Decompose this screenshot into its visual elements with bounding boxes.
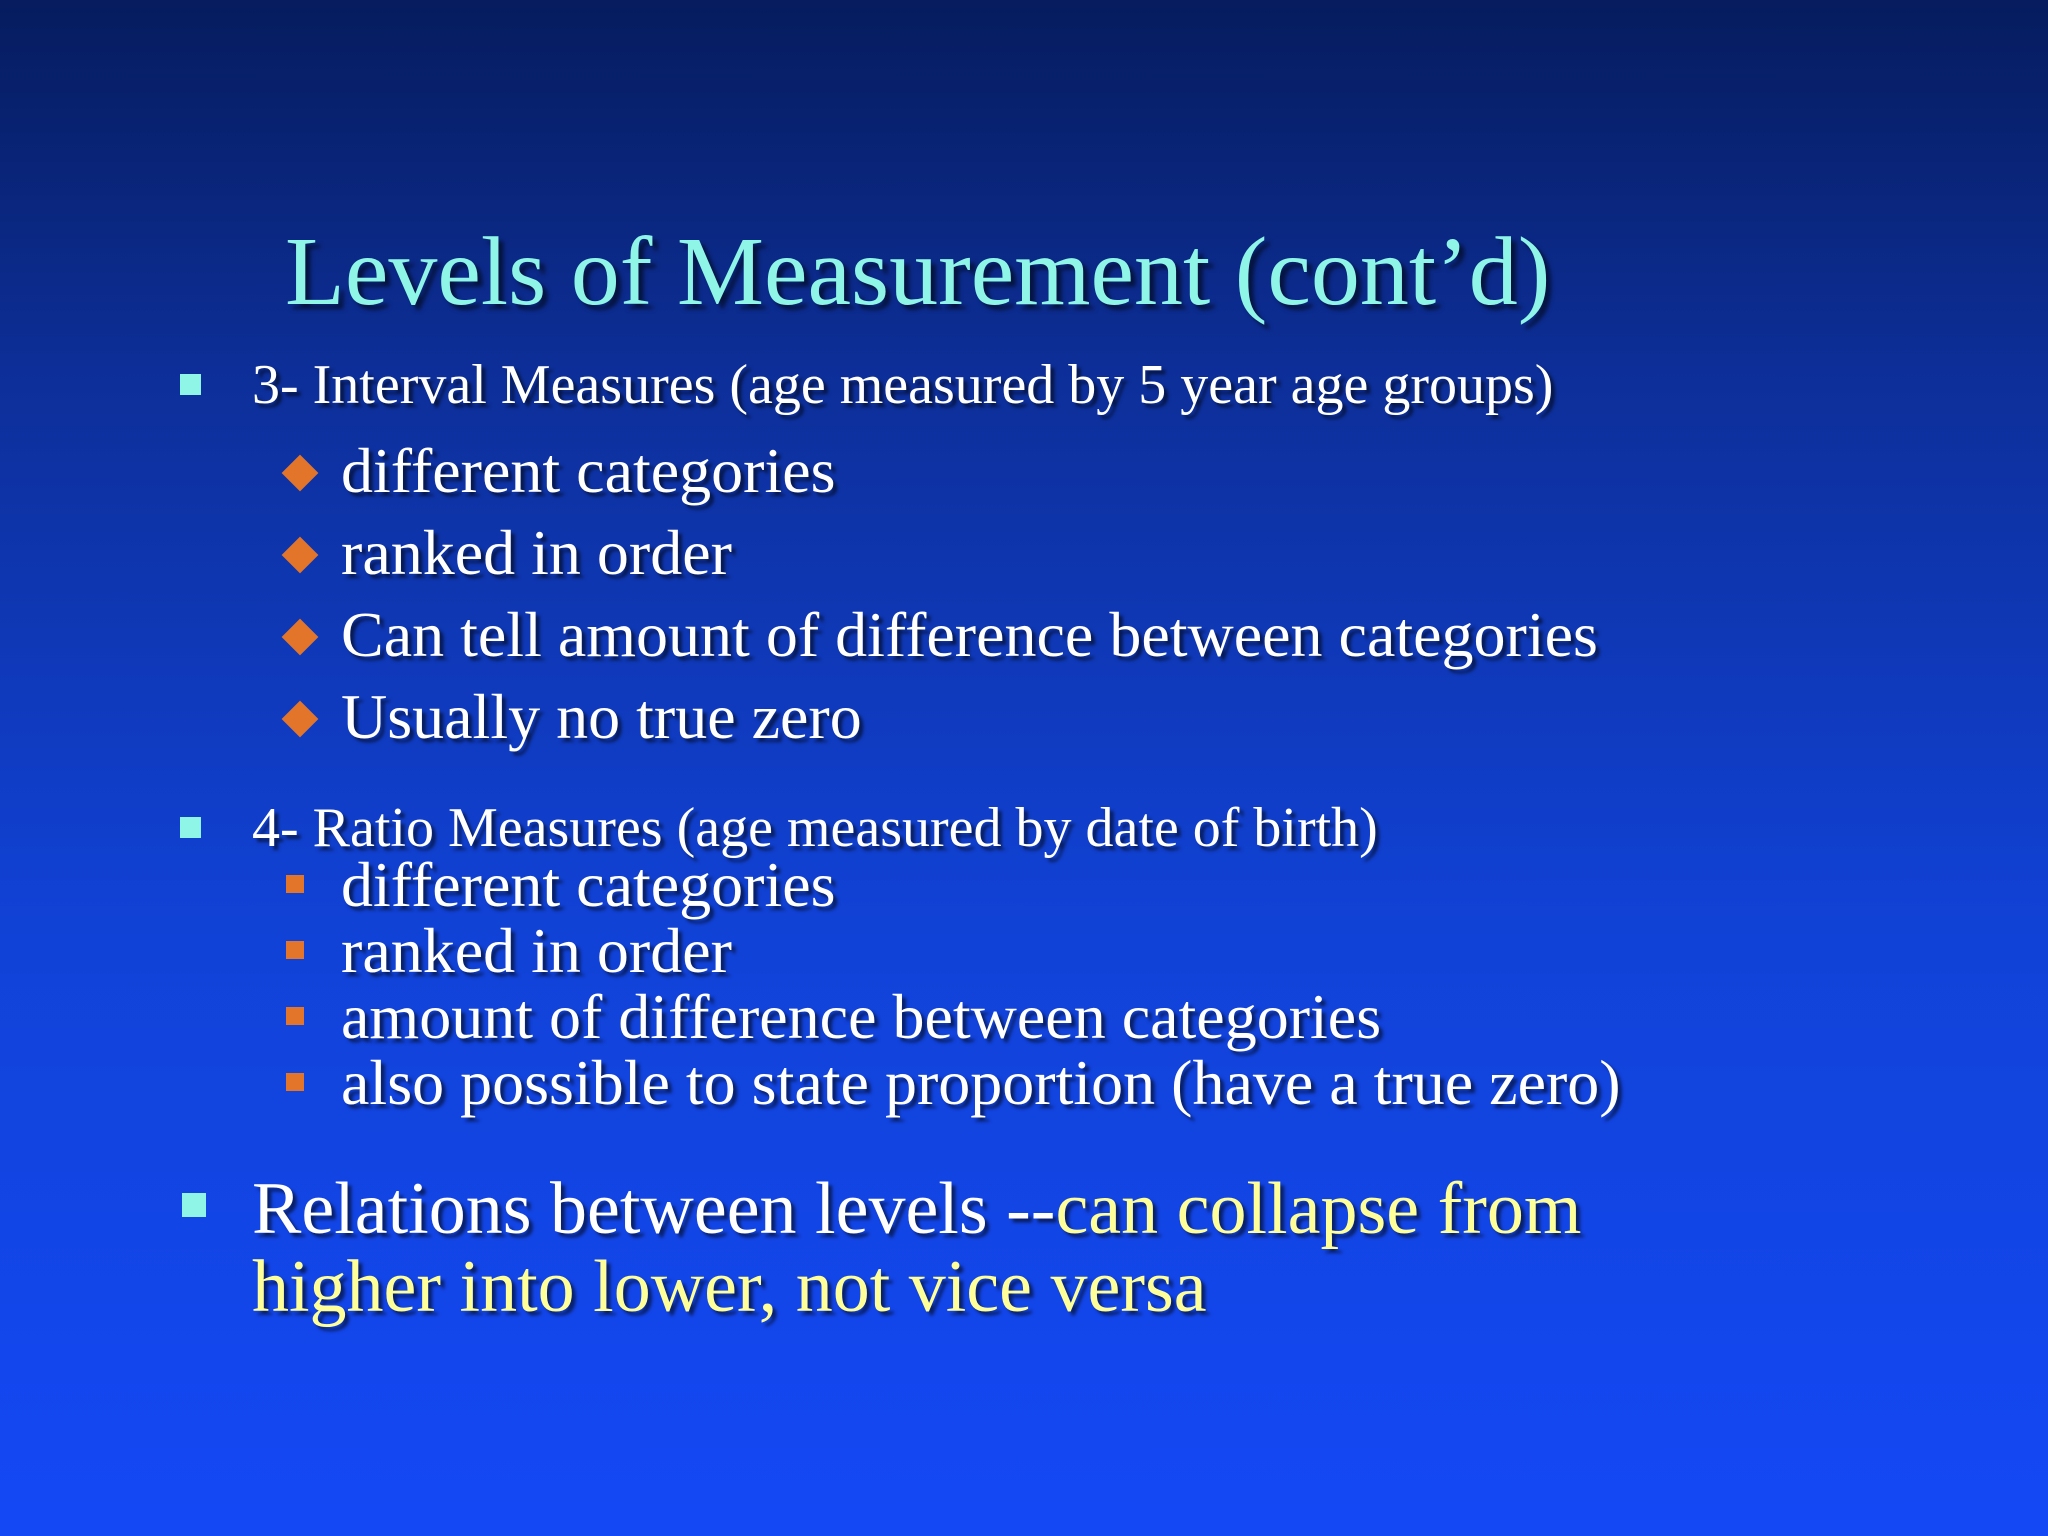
interval-item [0,510,2048,592]
interval-item-text: Can tell amount of difference between categories [341,599,1598,670]
diamond-bullet-icon [282,455,319,492]
ratio-item [0,915,2048,986]
slide-title: Levels of Measurement (cont’d) [285,218,1551,326]
interval-item-text: different categories [341,435,836,506]
relations-highlight-line1: can collapse from [1055,1168,1582,1250]
small-square-bullet-icon [286,875,304,893]
square-bullet-icon [182,1193,206,1217]
interval-item [0,428,2048,510]
interval-item-text: ranked in order [341,517,732,588]
ratio-item [0,849,2048,920]
ratio-item-text: different categories [341,849,836,920]
ratio-item [0,1047,2048,1118]
interval-item [0,674,2048,756]
diamond-bullet-icon [282,619,319,656]
relations-highlight-line2: higher into lower, not vice versa [252,1246,1207,1328]
diamond-bullet-icon [282,537,319,574]
relations-prefix: Relations between levels -- [252,1168,1056,1250]
small-square-bullet-icon [286,941,304,959]
bullet-relations [0,1170,2048,1340]
square-bullet-icon [180,817,201,838]
square-bullet-icon [180,374,201,395]
interval-item-text: Usually no true zero [341,681,862,752]
ratio-item [0,981,2048,1052]
ratio-item-text: ranked in order [341,915,732,986]
bullet-interval-heading [0,354,2048,432]
ratio-item-text: also possible to state proportion (have a true zero) [341,1047,1621,1118]
interval-heading-text: 3- Interval Measures (age measured by 5 year age groups) [252,354,1554,416]
relations-text [252,1170,1581,1326]
small-square-bullet-icon [286,1073,304,1091]
ratio-heading-text: 4- Ratio Measures (age measured by date of birth) [252,797,1378,859]
diamond-bullet-icon [282,701,319,738]
small-square-bullet-icon [286,1007,304,1025]
ratio-item-text: amount of difference between categories [341,981,1382,1052]
interval-item [0,592,2048,674]
